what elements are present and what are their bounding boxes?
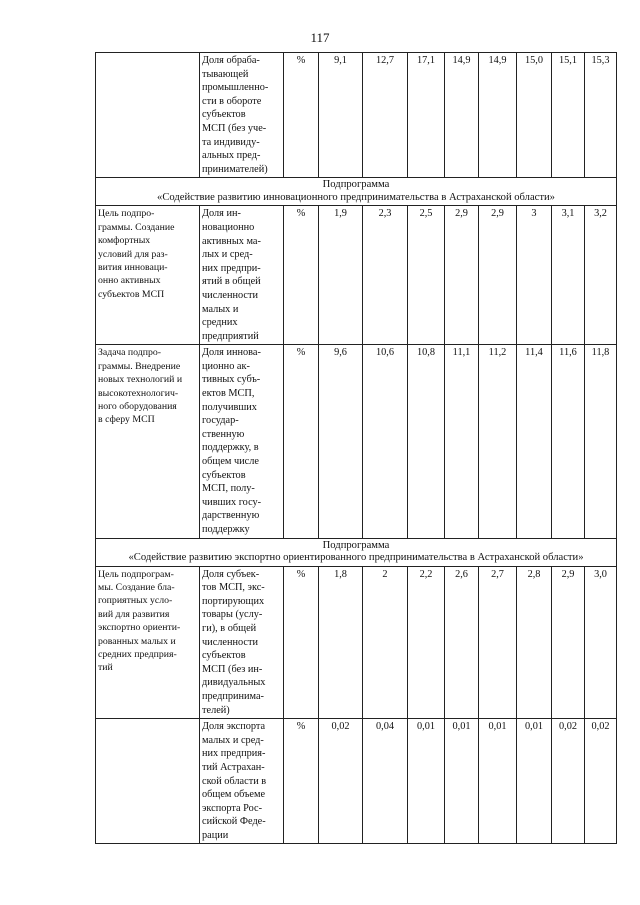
value-cell: 3,2	[585, 206, 617, 345]
value-cell: 11,1	[445, 345, 479, 538]
indicator-cell: Доля обраба- тывающей промышленно- сти в обороте субъектов МСП (без уче- та индивиду- альных пред- принимателей)	[200, 53, 284, 178]
value-cell: 14,9	[479, 53, 517, 178]
value-cell: 11,2	[479, 345, 517, 538]
value-cell: 15,3	[585, 53, 617, 178]
value-cell: 0,02	[552, 719, 585, 844]
value-cell: 0,02	[585, 719, 617, 844]
value-cell: 2,9	[479, 206, 517, 345]
value-cell: 14,9	[445, 53, 479, 178]
table-row	[96, 53, 617, 178]
value-cell: 2,5	[408, 206, 445, 345]
value-cell: 2	[363, 566, 408, 719]
page-number: 117	[310, 30, 330, 45]
value-cell: 10,8	[408, 345, 445, 538]
goal-cell: Цель подпро- граммы. Создание комфортных условий для раз- вития инноваци- онно активных субъектов МСП	[96, 206, 200, 345]
value-cell: 2,9	[445, 206, 479, 345]
value-cell: 2,2	[408, 566, 445, 719]
value-cell: 2,7	[479, 566, 517, 719]
value-cell: 3	[517, 206, 552, 345]
indicators-table	[95, 52, 617, 844]
indicator-cell: Доля ин- новационно активных ма- лых и сред- них предпри- ятий в общей численности малых и средних предприятий	[200, 206, 284, 345]
goal-cell	[96, 719, 200, 844]
value-cell: 10,6	[363, 345, 408, 538]
value-cell: 15,1	[552, 53, 585, 178]
unit-cell: %	[284, 719, 319, 844]
value-cell: 1,9	[319, 206, 363, 345]
goal-cell: Цель подпрограм- мы. Создание бла- гоприятных усло- вий для развития экспортно ориенти- рованных малых и средних предприя- тий	[96, 566, 200, 719]
value-cell: 0,04	[363, 719, 408, 844]
value-cell: 0,01	[517, 719, 552, 844]
value-cell: 2,9	[552, 566, 585, 719]
unit-cell: %	[284, 345, 319, 538]
subprogram-label: Подпрограмма	[322, 179, 390, 191]
value-cell: 0,01	[408, 719, 445, 844]
value-cell: 3,0	[585, 566, 617, 719]
subprogram-header-row	[96, 178, 617, 206]
indicator-cell: Доля иннова- ционно ак- тивных субъ- ектов МСП, получивших государ- ственную поддержку, в общем числе субъектов МСП, полу- чивших госу- дарственную поддержку	[200, 345, 284, 538]
indicator-cell: Доля экспорта малых и сред- них предприя- тий Астрахан- ской области в общем объеме экспорта Рос- сийской Феде- рации	[200, 719, 284, 844]
value-cell: 1,8	[319, 566, 363, 719]
subprogram-title: «Содействие развитию экспортно ориентированного предпринимательства в Астраханской области»	[128, 552, 584, 564]
subprogram-title: «Содействие развитию инновационного предпринимательства в Астраханской области»	[157, 191, 555, 203]
goal-cell	[96, 53, 200, 178]
value-cell: 2,8	[517, 566, 552, 719]
value-cell: 9,1	[319, 53, 363, 178]
subprogram-header	[96, 178, 617, 206]
table-body	[96, 53, 617, 844]
table-row	[96, 345, 617, 538]
unit-cell: %	[284, 566, 319, 719]
value-cell: 9,6	[319, 345, 363, 538]
value-cell: 0,02	[319, 719, 363, 844]
value-cell: 0,01	[445, 719, 479, 844]
value-cell: 17,1	[408, 53, 445, 178]
value-cell: 2,3	[363, 206, 408, 345]
value-cell: 11,8	[585, 345, 617, 538]
value-cell: 0,01	[479, 719, 517, 844]
table-row	[96, 719, 617, 844]
subprogram-header	[96, 538, 617, 566]
value-cell: 11,6	[552, 345, 585, 538]
value-cell: 15,0	[517, 53, 552, 178]
value-cell: 11,4	[517, 345, 552, 538]
unit-cell: %	[284, 206, 319, 345]
table-row	[96, 206, 617, 345]
table-row	[96, 566, 617, 719]
value-cell: 12,7	[363, 53, 408, 178]
subprogram-label: Подпрограмма	[322, 539, 390, 551]
value-cell: 3,1	[552, 206, 585, 345]
subprogram-header-row	[96, 538, 617, 566]
value-cell: 2,6	[445, 566, 479, 719]
goal-cell: Задача подпро- граммы. Внедрение новых технологий и высокотехнологич- ного оборудования в сферу МСП	[96, 345, 200, 538]
unit-cell: %	[284, 53, 319, 178]
indicator-cell: Доля субъек- тов МСП, экс- портирующих товары (услу- ги), в общей численности субъектов МСП (без ин- дивидуальных предпринима- телей)	[200, 566, 284, 719]
